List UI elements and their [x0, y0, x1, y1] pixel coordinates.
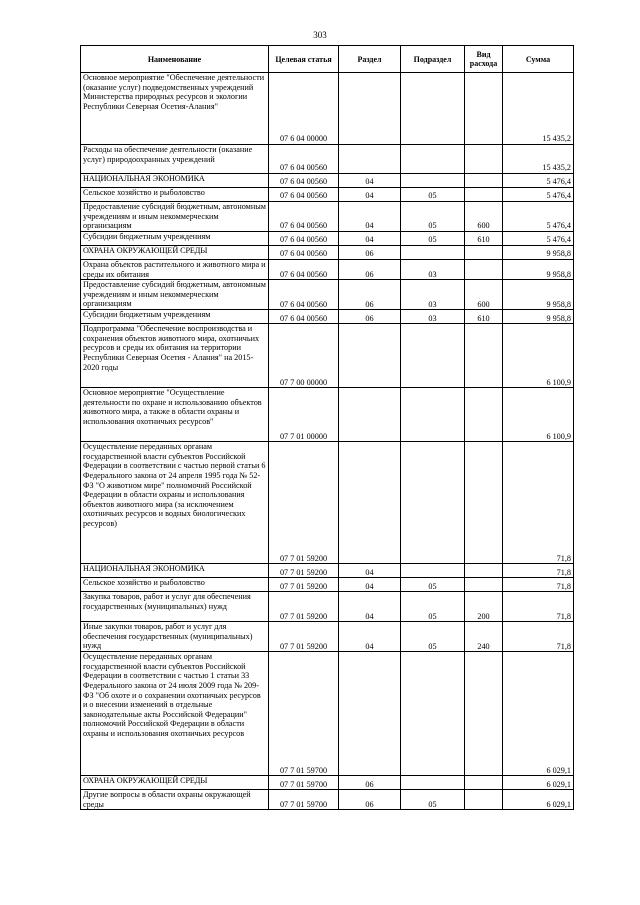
cell-section: 06: [339, 310, 401, 324]
cell-subsection: [401, 388, 465, 442]
cell-name: Подпрограмма "Обеспечение воспроизводства и сохранения объектов животного мира, охотничьих ресурсов и среды их обитания на территории Республики Северная Осетия - Алания" на 2015-2020 годы: [81, 324, 269, 388]
table-row: [81, 174, 574, 188]
cell-subsection: 03: [401, 310, 465, 324]
cell-target-article: 07 6 04 00000: [269, 73, 339, 145]
table-row: [81, 188, 574, 202]
cell-subsection: 05: [401, 622, 465, 652]
cell-subsection: [401, 174, 465, 188]
cell-subsection: 05: [401, 578, 465, 592]
cell-section: [339, 442, 401, 564]
cell-section: [339, 145, 401, 174]
table-row: [81, 564, 574, 578]
cell-name: Предоставление субсидий бюджетным, автономным учреждениям и иным некоммерческим организациям: [81, 280, 269, 310]
cell-subsection: [401, 442, 465, 564]
cell-expense-type: [465, 578, 503, 592]
cell-sum: 71,8: [503, 622, 574, 652]
cell-target-article: 07 7 01 59200: [269, 622, 339, 652]
table-row: [81, 73, 574, 145]
table-row: [81, 776, 574, 790]
table-row: [81, 260, 574, 280]
cell-expense-type: 240: [465, 622, 503, 652]
cell-name: Субсидии бюджетным учреждениям: [81, 310, 269, 324]
cell-expense-type: 600: [465, 202, 503, 232]
cell-subsection: [401, 564, 465, 578]
cell-expense-type: [465, 324, 503, 388]
table-row: [81, 202, 574, 232]
cell-section: 06: [339, 246, 401, 260]
table-row: [81, 145, 574, 174]
cell-target-article: 07 6 04 00560: [269, 260, 339, 280]
cell-section: 04: [339, 174, 401, 188]
cell-section: 04: [339, 188, 401, 202]
cell-sum: 6 029,1: [503, 790, 574, 810]
cell-expense-type: [465, 73, 503, 145]
cell-name: Субсидии бюджетным учреждениям: [81, 232, 269, 246]
cell-name: Иные закупки товаров, работ и услуг для обеспечения государственных (муниципальных) нужд: [81, 622, 269, 652]
page-number: 303: [313, 30, 327, 40]
table-row: [81, 324, 574, 388]
cell-subsection: [401, 776, 465, 790]
cell-expense-type: [465, 246, 503, 260]
table-row: [81, 592, 574, 622]
cell-target-article: 07 6 04 00560: [269, 310, 339, 324]
cell-subsection: 03: [401, 280, 465, 310]
cell-subsection: 05: [401, 188, 465, 202]
cell-section: [339, 73, 401, 145]
cell-target-article: 07 7 01 00000: [269, 388, 339, 442]
cell-name: НАЦИОНАЛЬНАЯ ЭКОНОМИКА: [81, 174, 269, 188]
cell-subsection: [401, 324, 465, 388]
cell-expense-type: 600: [465, 280, 503, 310]
cell-section: 04: [339, 622, 401, 652]
cell-sum: 15 435,2: [503, 145, 574, 174]
cell-subsection: [401, 652, 465, 776]
cell-target-article: 07 6 04 00560: [269, 202, 339, 232]
cell-section: [339, 324, 401, 388]
col-header-expense-type: Вид расхода: [465, 46, 503, 73]
cell-target-article: 07 6 04 00560: [269, 145, 339, 174]
cell-name: Другие вопросы в области охраны окружающей среды: [81, 790, 269, 810]
cell-target-article: 07 7 00 00000: [269, 324, 339, 388]
cell-target-article: 07 7 01 59700: [269, 652, 339, 776]
cell-section: 04: [339, 202, 401, 232]
cell-target-article: 07 6 04 00560: [269, 232, 339, 246]
cell-name: НАЦИОНАЛЬНАЯ ЭКОНОМИКА: [81, 564, 269, 578]
cell-section: 04: [339, 564, 401, 578]
cell-section: 06: [339, 790, 401, 810]
table-row: [81, 310, 574, 324]
cell-name: Сельское хозяйство и рыболовство: [81, 188, 269, 202]
cell-subsection: 05: [401, 232, 465, 246]
cell-expense-type: [465, 442, 503, 564]
cell-section: 04: [339, 578, 401, 592]
cell-target-article: 07 6 04 00560: [269, 280, 339, 310]
table-body: [81, 73, 574, 810]
cell-name: Основное мероприятие "Осуществление деятельности по охране и использованию объектов животного мира, а также в области охраны и использования охотничьих ресурсов": [81, 388, 269, 442]
cell-target-article: 07 6 04 00560: [269, 246, 339, 260]
cell-section: 06: [339, 260, 401, 280]
col-header-subsection: Подраздел: [401, 46, 465, 73]
cell-sum: 9 958,8: [503, 260, 574, 280]
cell-name: Расходы на обеспечение деятельности (оказание услуг) природоохранных учреждений: [81, 145, 269, 174]
cell-name: Сельское хозяйство и рыболовство: [81, 578, 269, 592]
table-row: [81, 232, 574, 246]
cell-expense-type: [465, 564, 503, 578]
table-row: [81, 442, 574, 564]
cell-section: 04: [339, 592, 401, 622]
cell-sum: 15 435,2: [503, 73, 574, 145]
cell-name: Предоставление субсидий бюджетным, автономным учреждениям и иным некоммерческим организациям: [81, 202, 269, 232]
cell-target-article: 07 7 01 59200: [269, 442, 339, 564]
table-row: [81, 652, 574, 776]
table-row: [81, 790, 574, 810]
cell-target-article: 07 6 04 00560: [269, 174, 339, 188]
cell-section: 04: [339, 232, 401, 246]
cell-sum: 5 476,4: [503, 202, 574, 232]
cell-target-article: 07 7 01 59700: [269, 790, 339, 810]
cell-name: Осуществление переданных органам государственной власти субъектов Российской Федерации в соответствии с частью первой статьи 6 Федерального закона от 24 апреля 1995 года № 52-ФЗ "О животном мире" полномочий Российской Федерации в области охраны и использования объектов животного мира (за исключением охотничьих ресурсов и водных биологических ресурсов): [81, 442, 269, 564]
cell-name: ОХРАНА ОКРУЖАЮЩЕЙ СРЕДЫ: [81, 776, 269, 790]
cell-subsection: 05: [401, 202, 465, 232]
table-row: [81, 578, 574, 592]
cell-sum: 71,8: [503, 592, 574, 622]
cell-subsection: 05: [401, 790, 465, 810]
cell-sum: 9 958,8: [503, 310, 574, 324]
cell-expense-type: [465, 790, 503, 810]
cell-section: 06: [339, 776, 401, 790]
budget-table: [80, 45, 574, 810]
cell-subsection: 03: [401, 260, 465, 280]
cell-name: Закупка товаров, работ и услуг для обеспечения государственных (муниципальных) нужд: [81, 592, 269, 622]
cell-name: Основное мероприятие "Обеспечение деятельности (оказание услуг) подведомственных учреждений Министерства природных ресурсов и экологии Республики Северная Осетия-Алания": [81, 73, 269, 145]
cell-sum: 9 958,8: [503, 246, 574, 260]
table-row: [81, 246, 574, 260]
col-header-target-article: Целевая статья: [269, 46, 339, 73]
cell-expense-type: [465, 260, 503, 280]
cell-section: 06: [339, 280, 401, 310]
cell-sum: 6 100,9: [503, 388, 574, 442]
table-header: [81, 46, 574, 73]
cell-section: [339, 388, 401, 442]
cell-target-article: 07 7 01 59200: [269, 578, 339, 592]
cell-expense-type: 610: [465, 310, 503, 324]
cell-sum: 6 029,1: [503, 776, 574, 790]
cell-name: Охрана объектов растительного и животного мира и среды их обитания: [81, 260, 269, 280]
col-header-section: Раздел: [339, 46, 401, 73]
table-row: [81, 622, 574, 652]
cell-expense-type: [465, 188, 503, 202]
cell-subsection: [401, 246, 465, 260]
cell-expense-type: [465, 652, 503, 776]
col-header-name: Наименование: [81, 46, 269, 73]
cell-sum: 9 958,8: [503, 280, 574, 310]
cell-expense-type: [465, 145, 503, 174]
cell-sum: 5 476,4: [503, 174, 574, 188]
cell-sum: 71,8: [503, 564, 574, 578]
cell-target-article: 07 6 04 00560: [269, 188, 339, 202]
col-header-sum: Сумма: [503, 46, 574, 73]
cell-subsection: [401, 73, 465, 145]
cell-sum: 71,8: [503, 442, 574, 564]
cell-sum: 71,8: [503, 578, 574, 592]
cell-sum: 6 100,9: [503, 324, 574, 388]
header-row: [81, 46, 574, 73]
table-row: [81, 280, 574, 310]
cell-target-article: 07 7 01 59200: [269, 564, 339, 578]
cell-sum: 6 029,1: [503, 652, 574, 776]
cell-sum: 5 476,4: [503, 188, 574, 202]
cell-section: [339, 652, 401, 776]
cell-name: ОХРАНА ОКРУЖАЮЩЕЙ СРЕДЫ: [81, 246, 269, 260]
cell-expense-type: 200: [465, 592, 503, 622]
cell-sum: 5 476,4: [503, 232, 574, 246]
cell-expense-type: [465, 776, 503, 790]
cell-expense-type: 610: [465, 232, 503, 246]
cell-target-article: 07 7 01 59200: [269, 592, 339, 622]
table-row: [81, 388, 574, 442]
cell-expense-type: [465, 174, 503, 188]
cell-subsection: [401, 145, 465, 174]
cell-subsection: 05: [401, 592, 465, 622]
cell-name: Осуществление переданных органам государственной власти субъектов Российской Федерации в соответствии с частью 1 статьи 33 Федерального закона от 24 июля 2009 года № 209-ФЗ "Об охоте и о сохранении охотничьих ресурсов и о внесении изменений в отдельные законодательные акты Российской Федерации" полномочий Российской Федерации в области охраны и использования охотничьих ресурсов: [81, 652, 269, 776]
cell-target-article: 07 7 01 59700: [269, 776, 339, 790]
cell-expense-type: [465, 388, 503, 442]
